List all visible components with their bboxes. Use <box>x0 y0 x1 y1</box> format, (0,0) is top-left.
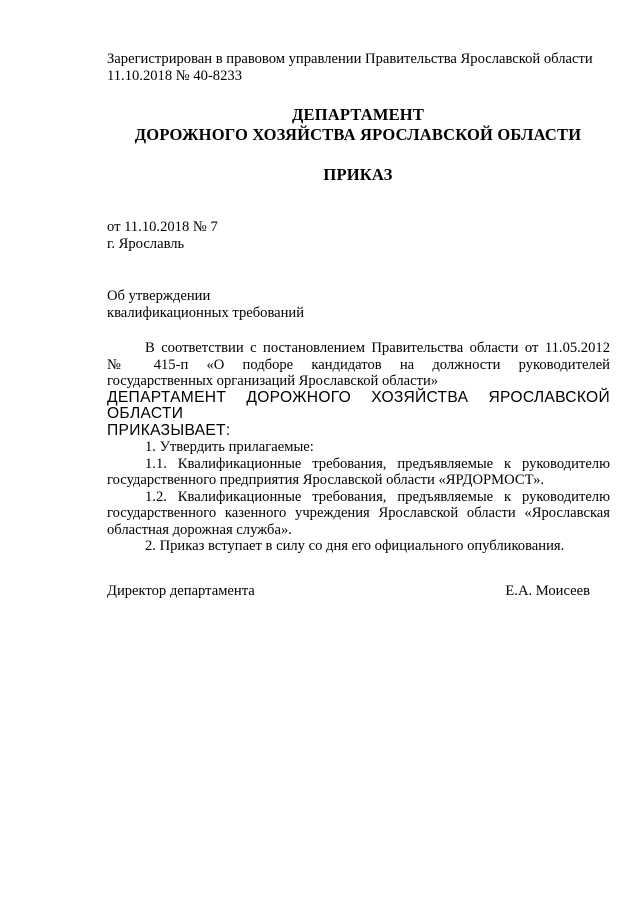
registration-line-1: Зарегистрирован в правовом управлении Правительства Ярославской области <box>107 51 593 67</box>
item-2: 2. Приказ вступает в силу со дня его официального опубликования. <box>145 538 565 554</box>
preamble-line-2: № 415-п «О подборе кандидатов на должности руководителей <box>107 356 610 373</box>
registration-line-2: 11.10.2018 № 40-8233 <box>107 68 242 84</box>
signature-name: Е.А. Моисеев <box>505 583 590 599</box>
date-number: от 11.10.2018 № 7 <box>107 219 218 235</box>
registration-note <box>107 51 610 85</box>
signature-position: Директор департамента <box>107 583 255 599</box>
item-1-2-line-3: областная дорожная служба». <box>107 521 292 538</box>
order-line-2: ПРИКАЗЫВАЕТ: <box>107 421 231 439</box>
city: г. Ярославль <box>107 236 185 252</box>
item-1-2-line-1: 1.2. Квалификационные требования, предъявляемые к руководителю <box>145 488 610 505</box>
subject-line-2: квалификационных требований <box>107 305 305 321</box>
preamble-line-3: государственных организаций Ярославской области» <box>107 373 439 389</box>
document-type-title: ПРИКАЗ <box>323 165 393 184</box>
item-1-2-line-2: государственного казенного учреждения Ярославской области «Ярославская <box>107 505 610 521</box>
department-title-line-2: ДОРОЖНОГО ХОЗЯЙСТВА ЯРОСЛАВСКОЙ ОБЛАСТИ <box>134 125 582 144</box>
item-1-1-line-1: 1.1. Квалификационные требования, предъявляемые к руководителю <box>145 455 610 472</box>
preamble-line-1: В соответствии с постановлением Правительства области от 11.05.2012 <box>145 340 610 356</box>
item-1: 1. Утвердить прилагаемые: <box>145 439 314 455</box>
document-body <box>107 340 610 555</box>
order-line-1: ДЕПАРТАМЕНТ ДОРОЖНОГО ХОЗЯЙСТВА ЯРОСЛАВСКОЙ ОБЛАСТИ <box>107 388 610 422</box>
document-subject <box>107 288 610 322</box>
item-1-1-line-2: государственного предприятия Ярославской области «ЯРДОРМОСТ». <box>107 472 545 488</box>
department-title-line-1: ДЕПАРТАМЕНТ <box>291 105 425 124</box>
subject-line-1: Об утверждении <box>107 288 211 304</box>
signature-block <box>107 583 590 600</box>
document-meta <box>107 219 610 253</box>
